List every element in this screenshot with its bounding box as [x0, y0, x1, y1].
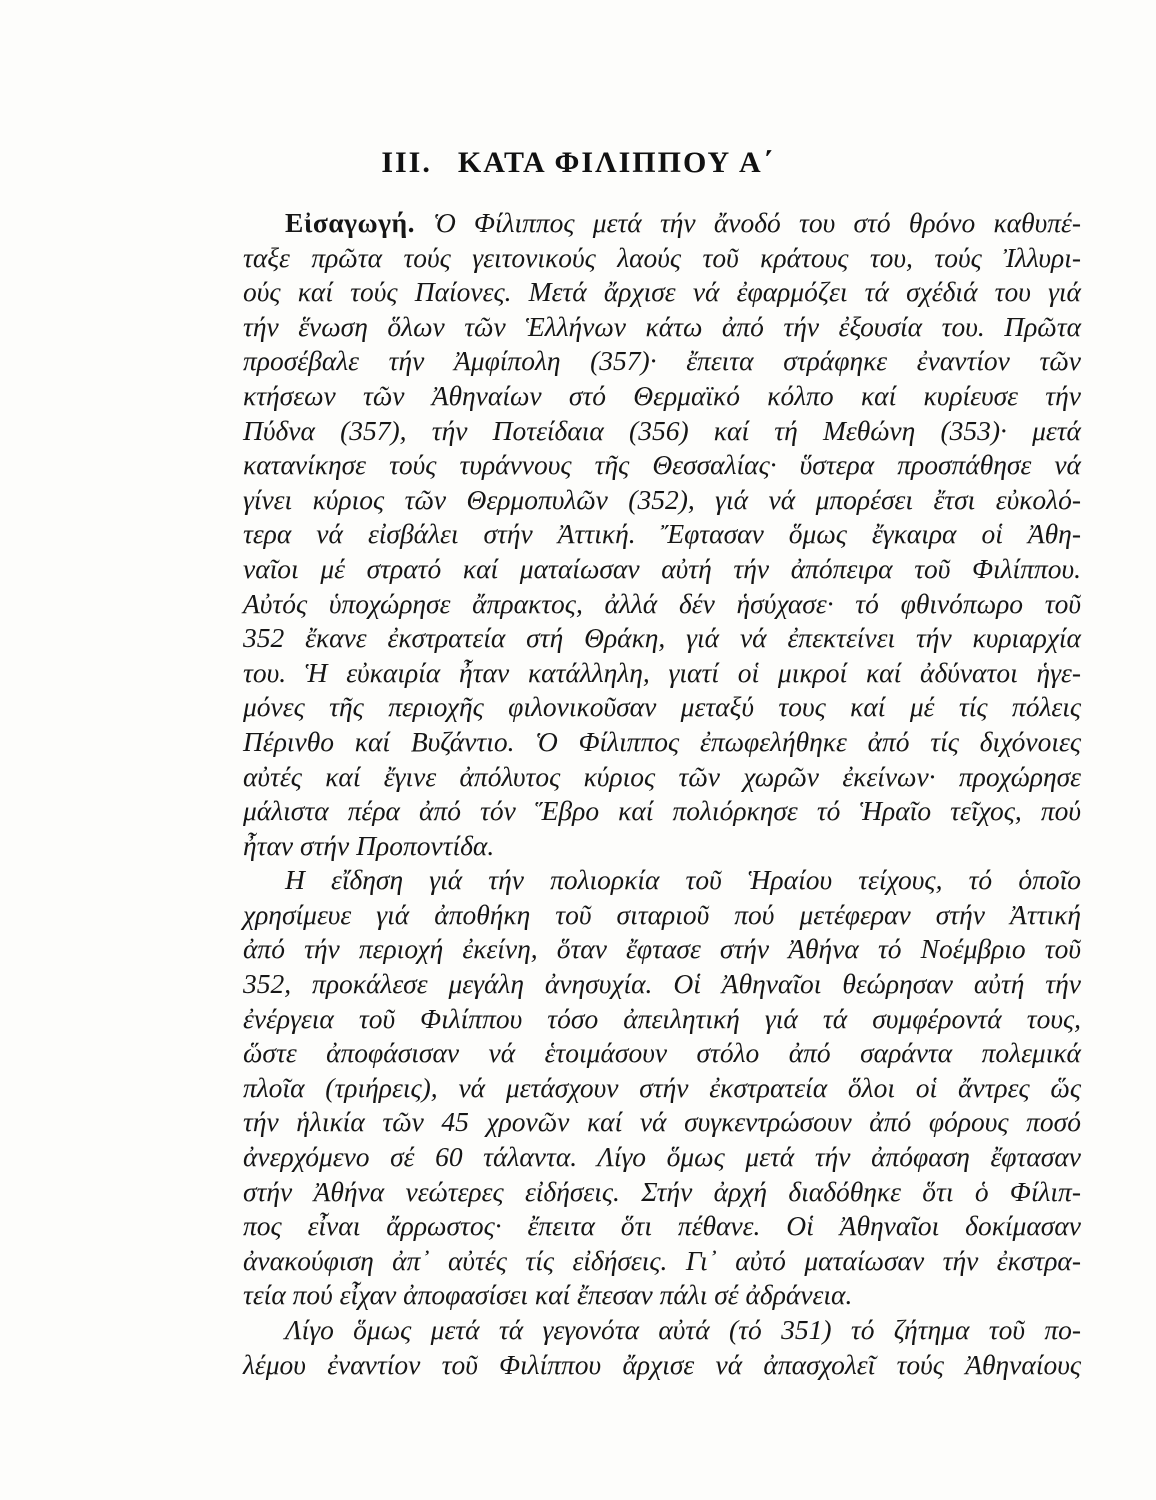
- intro-line-1: [243, 206, 1081, 241]
- para2-line: ἐνέργεια τοῦ Φιλίππου τόσο ἀπειλητική γιά τά συμφέροντά τους,: [243, 1002, 1081, 1034]
- chapter-title: [0, 146, 1156, 180]
- intro-line: μάλιστα πέρα ἀπό τόν Ἕβρο καί πολιόρκησε τό Ἡραῖο τεῖχος, πού: [243, 795, 1081, 827]
- chapter-number: III.: [381, 146, 432, 179]
- para2-line: 352, προκάλεσε μεγάλη ἀνησυχία. Οἱ Ἀθηναῖοι θεώρησαν αὐτή τήν: [243, 968, 1081, 1000]
- para2-line: ἀνερχόμενο σέ 60 τάλαντα. Λίγο ὅμως μετά τήν ἀπόφαση ἔφτασαν: [243, 1141, 1081, 1173]
- intro-line: προσέβαλε τήν Ἀμφίπολη (357)· ἔπειτα στράφηκε ἐναντίον τῶν: [243, 345, 1081, 377]
- para2-line: τεία πού εἶχαν ἀποφασίσει καί ἔπεσαν πάλι σέ ἀδράνεια.: [243, 1279, 853, 1311]
- intro-line: ταξε πρῶτα τούς γειτονικούς λαούς τοῦ κράτους του, τούς Ἰλλυρι-: [243, 241, 1081, 273]
- intro-line: γίνει κύριος τῶν Θερμοπυλῶν (352), γιά νά μπορέσει ἔτσι εὐκολό-: [243, 483, 1081, 515]
- intro-line: ναῖοι μέ στρατό καί ματαίωσαν αὐτή τήν ἀπόπειρα τοῦ Φιλίππου.: [243, 552, 1081, 584]
- para2-line: ἀνακούφιση ἀπ᾽ αὐτές τίς εἰδήσεις. Γι᾽ αὐτό ματαίωσαν τήν ἐκστρα-: [243, 1244, 1081, 1276]
- para2-line: ἀπό τήν περιοχή ἐκείνη, ὅταν ἔφτασε στήν Ἀθήνα τό Νοέμβριο τοῦ: [243, 933, 1081, 965]
- para2-line: χρησίμευε γιά ἀποθήκη τοῦ σιταριοῦ πού μετέφεραν στήν Ἀττική: [243, 898, 1081, 930]
- intro-line: τήν ἕνωση ὅλων τῶν Ἑλλήνων κάτω ἀπό τήν ἐξουσία του. Πρῶτα: [243, 310, 1081, 342]
- intro-line: μόνες τῆς περιοχῆς φιλονικοῦσαν μεταξύ τους καί μέ τίς πόλεις: [243, 691, 1081, 723]
- body-text: [243, 206, 1081, 1382]
- intro-line: του. Ἡ εὐκαιρία ἦταν κατάλληλη, γιατί οἱ μικροί καί ἀδύνατοι ἡγε-: [243, 656, 1081, 688]
- intro-line-1-text: Ὁ Φίλιππος μετά τήν ἄνοδό του στό θρόνο καθυπέ-: [415, 207, 1081, 238]
- para2-line: τήν ἡλικία τῶν 45 χρονῶν καί νά συγκεντρώσουν ἀπό φόρους ποσό: [243, 1106, 1081, 1138]
- para2-line: πος εἶναι ἄρρωστος· ἔπειτα ὅτι πέθανε. Οἱ Ἀθηναῖοι δοκίμασαν: [243, 1210, 1081, 1242]
- para2-line: στήν Ἀθήνα νεώτερες εἰδήσεις. Στήν ἀρχή διαδόθηκε ὅτι ὁ Φίλιπ-: [243, 1175, 1081, 1207]
- para3-line: λέμου ἐναντίον τοῦ Φιλίππου ἄρχισε νά ἀπασχολεῖ τούς Ἀθηναίους: [243, 1348, 1081, 1380]
- intro-line: αὐτές καί ἔγινε ἀπόλυτος κύριος τῶν χωρῶν ἐκείνων· προχώρησε: [243, 760, 1081, 792]
- chapter-heading: ΚΑΤΑ ΦΙΛΙΠΠΟΥ Α΄: [457, 146, 775, 179]
- intro-line: ούς καί τούς Παίονες. Μετά ἄρχισε νά ἐφαρμόζει τά σχέδιά του γιά: [243, 276, 1081, 308]
- para2-line: πλοῖα (τριήρεις), νά μετάσχουν στήν ἐκστρατεία ὅλοι οἱ ἄντρες ὥς: [243, 1071, 1081, 1103]
- intro-line: ἦταν στήν Προποντίδα.: [243, 829, 495, 861]
- para2-line: ὥστε ἀποφάσισαν νά ἑτοιμάσουν στόλο ἀπό σαράντα πολεμικά: [243, 1037, 1081, 1069]
- para2-line: Η εἴδηση γιά τήν πολιορκία τοῦ Ἡραίου τείχους, τό ὁποῖο: [285, 864, 1081, 896]
- intro-line: Αὐτός ὑποχώρησε ἄπρακτος, ἀλλά δέν ἡσύχασε· τό φθινόπωρο τοῦ: [243, 587, 1081, 619]
- intro-line: Πύδνα (357), τήν Ποτείδαια (356) καί τή Μεθώνη (353)· μετά: [243, 414, 1081, 446]
- para3-line: Λίγο ὅμως μετά τά γεγονότα αὐτά (τό 351) τό ζήτημα τοῦ πο-: [285, 1314, 1081, 1345]
- intro-lead: Εἰσαγωγή.: [285, 207, 415, 238]
- intro-line: κατανίκησε τούς τυράννους τῆς Θεσσαλίας· ὕστερα προσπάθησε νά: [243, 449, 1081, 481]
- intro-line: Πέρινθο καί Βυζάντιο. Ὁ Φίλιππος ἐπωφελήθηκε ἀπό τίς διχόνοιες: [243, 725, 1081, 757]
- intro-line: τερα νά εἰσβάλει στήν Ἀττική. Ἔφτασαν ὅμως ἔγκαιρα οἱ Ἀθη-: [243, 518, 1081, 550]
- intro-line: 352 ἔκανε ἐκστρατεία στή Θράκη, γιά νά ἐπεκτείνει τήν κυριαρχία: [243, 622, 1081, 654]
- intro-line: κτήσεων τῶν Ἀθηναίων στό Θερμαϊκό κόλπο καί κυρίευσε τήν: [243, 379, 1081, 411]
